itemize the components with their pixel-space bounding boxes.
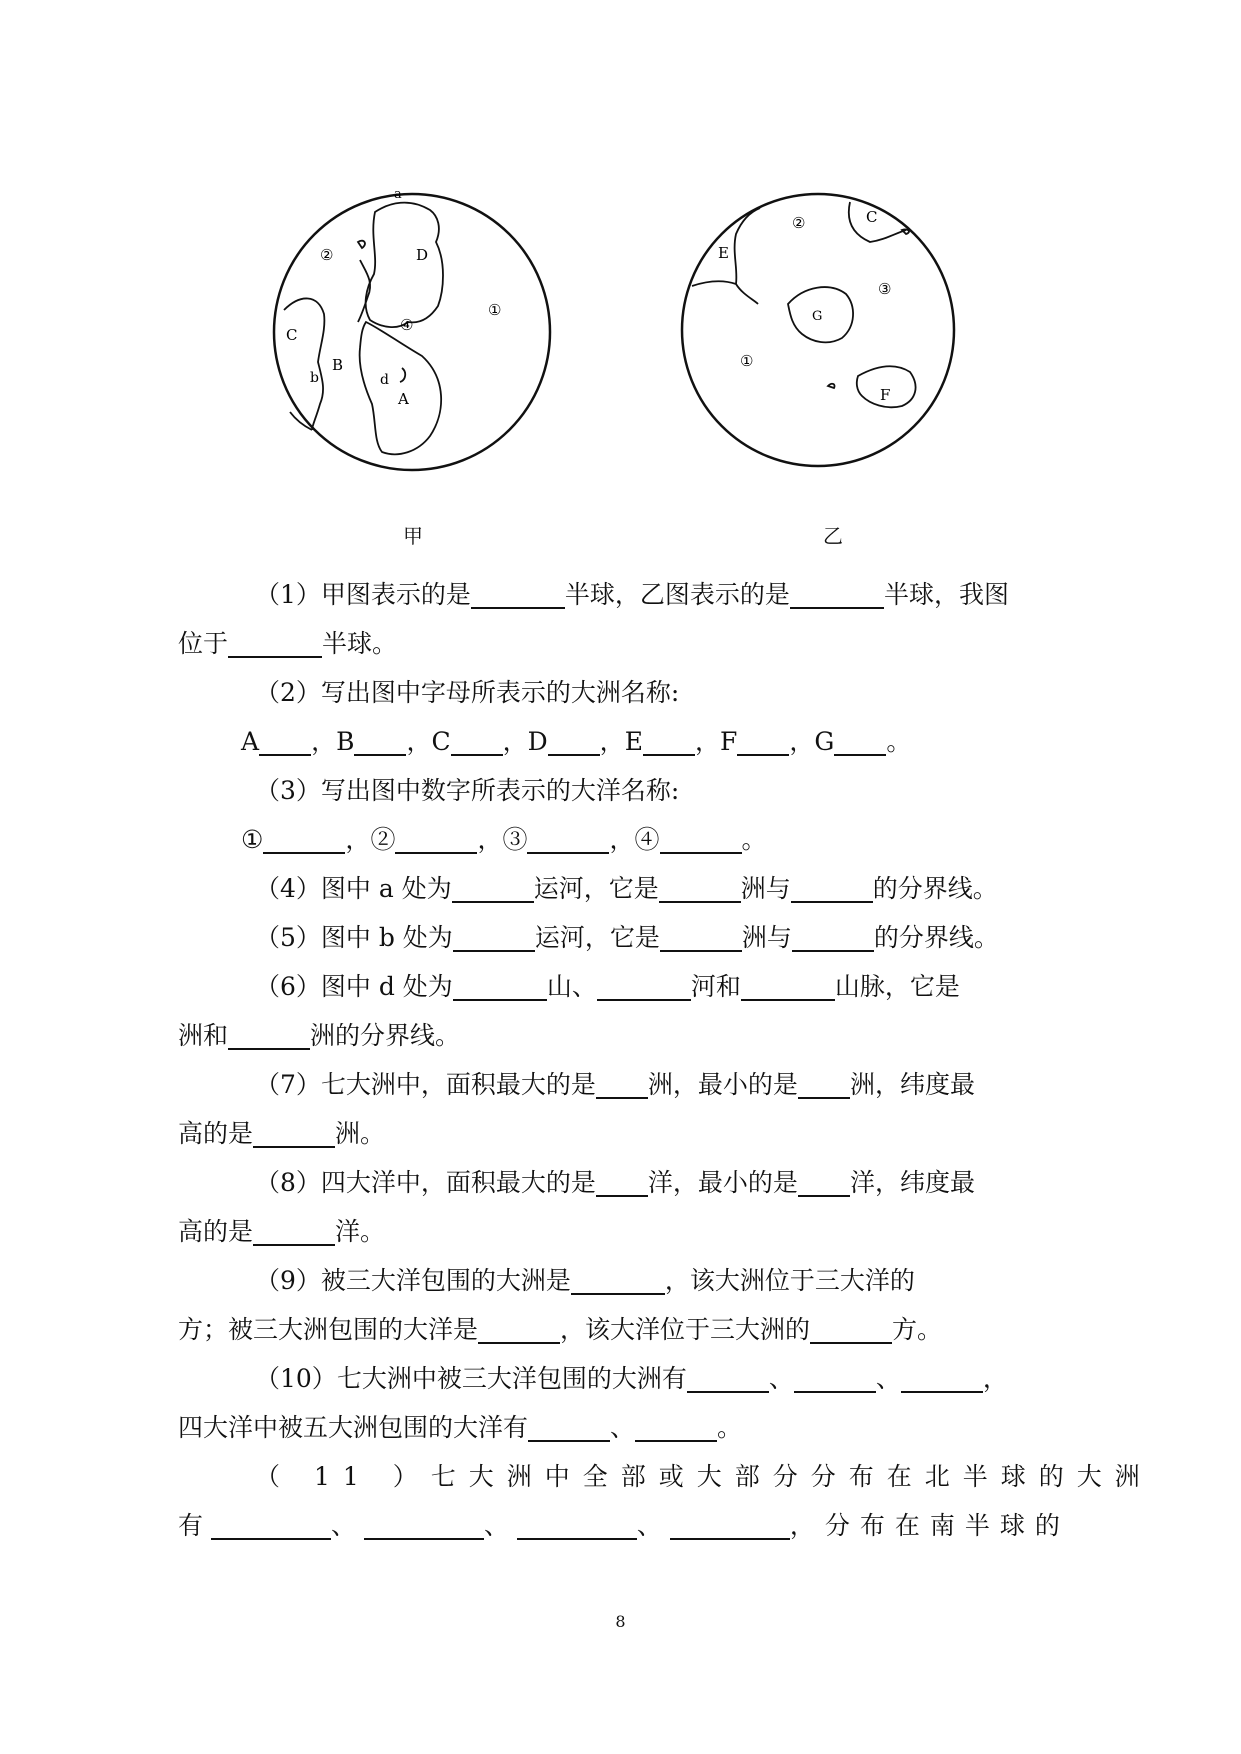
- question-7-line-1: [178, 1060, 1078, 1109]
- question-6-text: 山、: [546, 972, 597, 1001]
- answer-blank[interactable]: [790, 575, 884, 609]
- figure-yi-label-G: G: [812, 309, 823, 324]
- answer-blank[interactable]: [253, 1114, 335, 1148]
- answer-blank[interactable]: [528, 1408, 610, 1442]
- question-3-text: 写出图中数字所表示的大洋名称:: [320, 776, 680, 805]
- question-8-line-2: [178, 1207, 1078, 1256]
- ocean-number: ③: [502, 825, 528, 854]
- question-list: [178, 570, 1153, 1550]
- question-1-number: （1）: [255, 580, 321, 609]
- answer-blank[interactable]: [395, 820, 477, 854]
- question-7-text: 洲，纬度最: [849, 1070, 975, 1099]
- question-5-line: [178, 913, 1078, 962]
- answer-blank[interactable]: [478, 1310, 560, 1344]
- question-1-text: 位于: [178, 629, 229, 658]
- separator: 。: [886, 727, 912, 756]
- answer-blank[interactable]: [453, 967, 547, 1001]
- separator: ，: [406, 727, 432, 756]
- question-1-line-2: [178, 619, 1078, 668]
- question-5-number: （5）: [255, 923, 321, 952]
- question-4-number: （4）: [255, 874, 321, 903]
- question-4-text: 洲与: [740, 874, 791, 903]
- question-6-text: 山脉，它是: [834, 972, 960, 1001]
- question-8-number: （8）: [255, 1168, 321, 1197]
- question-10-line-2: [178, 1403, 1078, 1452]
- question-8-text: 洋，纬度最: [849, 1168, 975, 1197]
- question-6-line-1: [178, 962, 1078, 1011]
- continent-letter: F: [719, 727, 738, 756]
- separator: ，: [311, 727, 337, 756]
- separator: 、: [875, 1364, 901, 1393]
- figure-yi-label-o1: ①: [740, 352, 754, 370]
- question-10-text: 四大洋中被五大洲包围的大洋有: [178, 1413, 529, 1442]
- figure-jia-label-a: a: [394, 190, 402, 202]
- answer-blank[interactable]: [794, 1359, 876, 1393]
- answer-blank[interactable]: [798, 1065, 850, 1099]
- question-11-text: 有: [178, 1511, 204, 1540]
- question-5-text: 图中 b 处为: [320, 923, 453, 952]
- question-8-text: 洋，最小的是: [647, 1168, 798, 1197]
- question-6-text: 洲和: [178, 1021, 229, 1050]
- figure-jia-label-b: b: [310, 370, 319, 386]
- separator: ，: [694, 727, 720, 756]
- question-5-text: 洲与: [741, 923, 792, 952]
- figure-jia-map: [270, 190, 555, 510]
- question-11-line-1: [178, 1452, 1153, 1501]
- figure-jia-label-o4: ④: [400, 316, 414, 334]
- question-11-number: （ 11 ）: [255, 1462, 431, 1491]
- question-6-text: 图中 d 处为: [320, 972, 453, 1001]
- question-7-text: 洲，最小的是: [647, 1070, 798, 1099]
- answer-blank[interactable]: [228, 624, 322, 658]
- separator: 、: [610, 1413, 636, 1442]
- question-11-line-2: [178, 1501, 1078, 1550]
- continent-letter: A: [241, 727, 260, 756]
- answer-blank[interactable]: [643, 722, 695, 756]
- question-9-text: ，该大洲位于三大洋的: [664, 1266, 915, 1295]
- question-8-text: 洋。: [335, 1217, 386, 1246]
- question-9-text: 被三大洋包围的大洲是: [320, 1266, 571, 1295]
- answer-blank[interactable]: [517, 1506, 637, 1540]
- question-1-line-1: [178, 570, 1078, 619]
- question-11-text: ，分布在南半球的: [789, 1511, 1070, 1540]
- question-6-text: 河和: [690, 972, 741, 1001]
- separator: 、: [768, 1364, 794, 1393]
- continent-letter: B: [336, 727, 355, 756]
- answer-blank[interactable]: [737, 722, 789, 756]
- answer-blank[interactable]: [211, 1506, 331, 1540]
- question-7-number: （7）: [255, 1070, 321, 1099]
- question-4-text: 的分界线。: [872, 874, 998, 903]
- continent-letter: E: [624, 727, 643, 756]
- question-9-line-2: [178, 1305, 1078, 1354]
- question-9-number: （9）: [255, 1266, 321, 1295]
- separator: ，: [789, 727, 815, 756]
- figure-jia-label-B: B: [332, 356, 344, 374]
- question-7-text: 高的是: [178, 1119, 254, 1148]
- figure-yi-map: [680, 190, 965, 510]
- figure-yi-label-o2: ②: [792, 214, 806, 232]
- answer-blank[interactable]: [670, 1506, 790, 1540]
- separator: 。: [717, 1413, 743, 1442]
- answer-blank[interactable]: [263, 820, 345, 854]
- figure-yi-label-E: E: [718, 244, 729, 262]
- answer-blank[interactable]: [228, 1016, 310, 1050]
- question-8-text: 高的是: [178, 1217, 254, 1246]
- ocean-number: ④: [634, 825, 660, 854]
- question-2-number: （2）: [255, 678, 321, 707]
- answer-blank[interactable]: [810, 1310, 892, 1344]
- answer-blank[interactable]: [452, 869, 534, 903]
- answer-blank[interactable]: [253, 1212, 335, 1246]
- question-9-text: ，该大洋位于三大洲的: [560, 1315, 811, 1344]
- question-7-text: 洲。: [335, 1119, 386, 1148]
- answer-blank[interactable]: [453, 918, 535, 952]
- question-9-text: 方。: [892, 1315, 943, 1344]
- figure-jia-label-o2: ②: [320, 246, 334, 264]
- question-5-text: 的分界线。: [873, 923, 999, 952]
- question-6-line-2: [178, 1011, 1078, 1060]
- answer-blank[interactable]: [259, 722, 311, 756]
- figure-yi-label-o3: ③: [878, 280, 892, 298]
- question-1-text: 半球，我图: [883, 580, 1009, 609]
- answer-blank[interactable]: [571, 1261, 665, 1295]
- answer-blank[interactable]: [597, 967, 691, 1001]
- separator: 、: [636, 1511, 662, 1540]
- continent-letter: G: [814, 727, 835, 756]
- question-2-line-2: [178, 717, 1078, 766]
- question-1-text: 半球，乙图表示的是: [564, 580, 790, 609]
- answer-blank[interactable]: [471, 575, 565, 609]
- question-7-text: 七大洲中，面积最大的是: [320, 1070, 596, 1099]
- question-4-text: 运河，它是: [533, 874, 659, 903]
- separator: 。: [741, 825, 767, 854]
- question-10-line-1: [178, 1354, 1078, 1403]
- figure-yi-label-F: F: [880, 386, 891, 404]
- answer-blank[interactable]: [660, 918, 742, 952]
- question-7-line-2: [178, 1109, 1078, 1158]
- figure-jia-label-D: D: [416, 246, 429, 264]
- figure-jia-label-C: C: [286, 326, 298, 344]
- question-3-line-1: [178, 766, 1078, 815]
- question-3-line-2: [178, 815, 1078, 864]
- separator: 、: [483, 1511, 509, 1540]
- answer-blank[interactable]: [364, 1506, 484, 1540]
- question-8-line-1: [178, 1158, 1078, 1207]
- question-6-number: （6）: [255, 972, 321, 1001]
- continent-letter: D: [527, 727, 548, 756]
- separator: ，: [609, 825, 635, 854]
- question-2-line-1: [178, 668, 1078, 717]
- question-4-line: [178, 864, 1078, 913]
- answer-blank[interactable]: [635, 1408, 717, 1442]
- figure-yi-caption: 乙: [823, 524, 843, 548]
- question-2-text: 写出图中字母所表示的大洲名称:: [320, 678, 680, 707]
- separator: ，: [982, 1364, 1008, 1393]
- question-9-line-1: [178, 1256, 1078, 1305]
- question-10-text: 七大洲中被三大洋包围的大洲有: [336, 1364, 687, 1393]
- answer-blank[interactable]: [741, 967, 835, 1001]
- answer-blank[interactable]: [687, 1359, 769, 1393]
- continent-letter: C: [431, 727, 451, 756]
- answer-blank[interactable]: [659, 869, 741, 903]
- figure-jia-caption: 甲: [403, 524, 423, 548]
- figure-yi-label-C: C: [866, 208, 878, 226]
- question-9-text: 方；被三大洲包围的大洋是: [178, 1315, 479, 1344]
- question-3-number: （3）: [255, 776, 321, 805]
- answer-blank[interactable]: [527, 820, 609, 854]
- ocean-number: ①: [241, 825, 264, 854]
- question-1-text: 半球。: [322, 629, 398, 658]
- answer-blank[interactable]: [548, 722, 600, 756]
- question-4-text: 图中 a 处为: [320, 874, 452, 903]
- separator: ，: [599, 727, 625, 756]
- answer-blank[interactable]: [451, 722, 503, 756]
- answer-blank[interactable]: [660, 820, 742, 854]
- question-10-number: （10）: [255, 1364, 337, 1393]
- answer-blank[interactable]: [834, 722, 886, 756]
- question-8-text: 四大洋中，面积最大的是: [320, 1168, 596, 1197]
- question-1-text: 甲图表示的是: [320, 580, 471, 609]
- separator: ，: [477, 825, 503, 854]
- answer-blank[interactable]: [791, 869, 873, 903]
- question-6-text: 洲的分界线。: [310, 1021, 461, 1050]
- separator: ，: [502, 727, 528, 756]
- figure-jia-label-A: A: [398, 390, 409, 408]
- separator: 、: [330, 1511, 356, 1540]
- page-number: 8: [615, 1612, 626, 1631]
- answer-blank[interactable]: [596, 1065, 648, 1099]
- question-11-text: 七大洲中全部或大部分分布在北半球的大洲: [430, 1462, 1153, 1491]
- answer-blank[interactable]: [354, 722, 406, 756]
- figure-jia-label-o1: ①: [488, 301, 502, 319]
- separator: ，: [345, 825, 371, 854]
- question-5-text: 运河，它是: [534, 923, 660, 952]
- figure-jia-label-d: d: [380, 372, 389, 388]
- hemisphere-figures: [270, 190, 1010, 560]
- answer-blank[interactable]: [792, 918, 874, 952]
- ocean-number: ②: [370, 825, 396, 854]
- answer-blank[interactable]: [901, 1359, 983, 1393]
- answer-blank[interactable]: [596, 1163, 648, 1197]
- answer-blank[interactable]: [798, 1163, 850, 1197]
